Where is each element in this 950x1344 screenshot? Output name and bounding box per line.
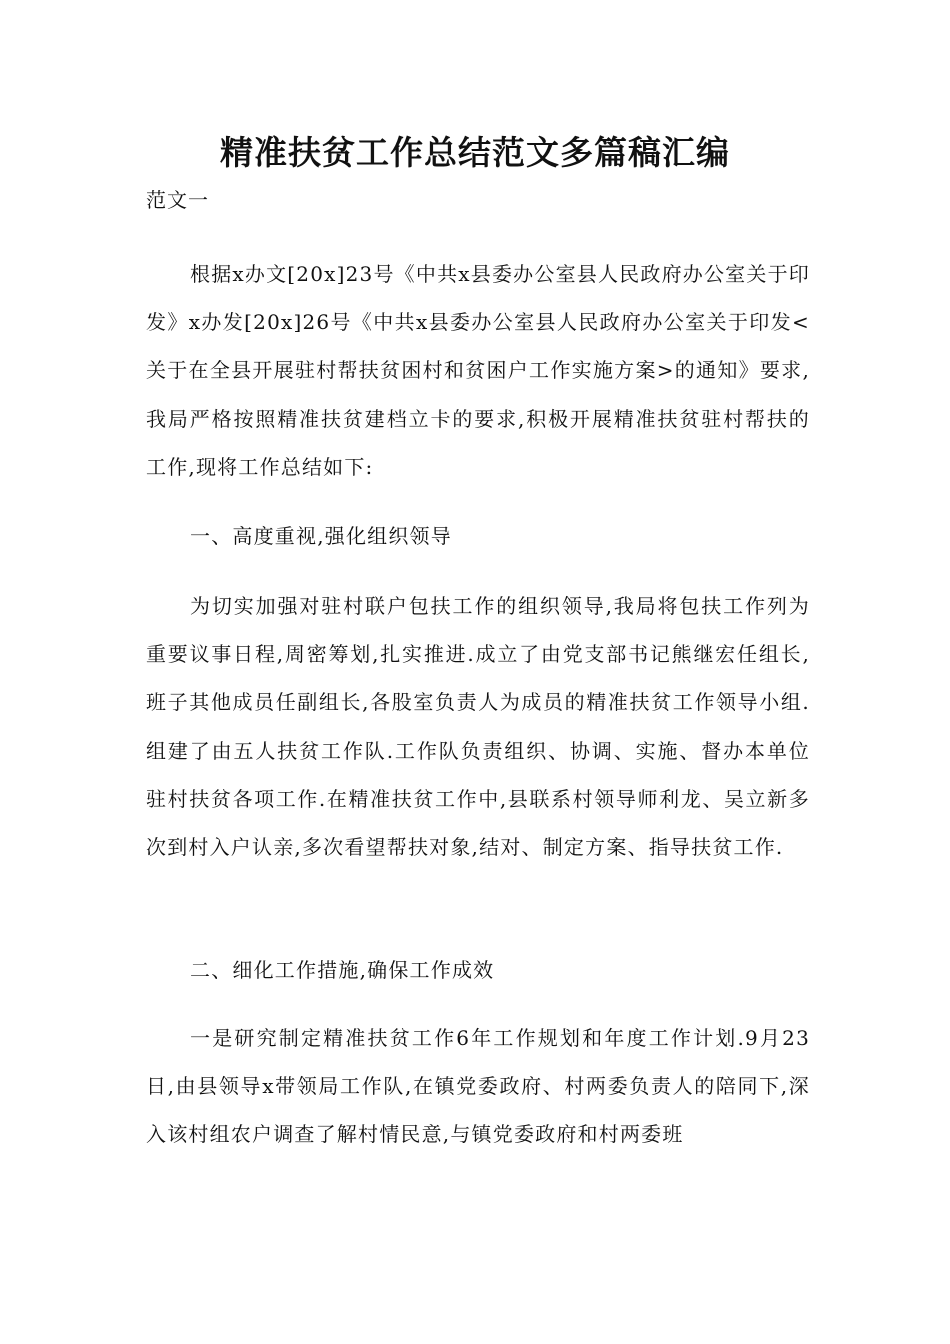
heading-1: 一、高度重视,强化组织领导 xyxy=(190,524,452,548)
paragraph-3: 一是研究制定精准扶贫工作6年工作规划和年度工作计划.9月23日,由县领导x带领局工作队,在镇党委政府、村两委负责人的陪同下,深入该村组农户调查了解村情民意,与镇党委政府和村两委班 xyxy=(146,1026,810,1147)
document-title: 精准扶贫工作总结范文多篇稿汇编 xyxy=(220,133,730,172)
section-label: 范文一 xyxy=(146,188,209,212)
heading-2: 二、细化工作措施,确保工作成效 xyxy=(190,958,495,982)
paragraph-1: 根据x办文[20x]23号《中共x县委办公室县人民政府办公室关于印发》x办发[20x]26号《中共x县委办公室县人民政府办公室关于印发<关于在全县开展驻村帮扶贫困村和贫困户工作实施方案>的通知》要求,我局严格按照精准扶贫建档立卡的要求,积极开展精准扶贫驻村帮扶的工作,现将工作总结如下: xyxy=(146,262,810,479)
paragraph-2: 为切实加强对驻村联户包扶工作的组织领导,我局将包扶工作列为重要议事日程,周密筹划,扎实推进.成立了由党支部书记熊继宏任组长,班子其他成员任副组长,各股室负责人为成员的精准扶贫工作领导小组.组建了由五人扶贫工作队.工作队负责组织、协调、实施、督办本单位驻村扶贫各项工作.在精准扶贫工作中,县联系村领导师利龙、吴立新多次到村入户认亲,多次看望帮扶对象,结对、制定方案、指导扶贫工作. xyxy=(146,594,810,860)
